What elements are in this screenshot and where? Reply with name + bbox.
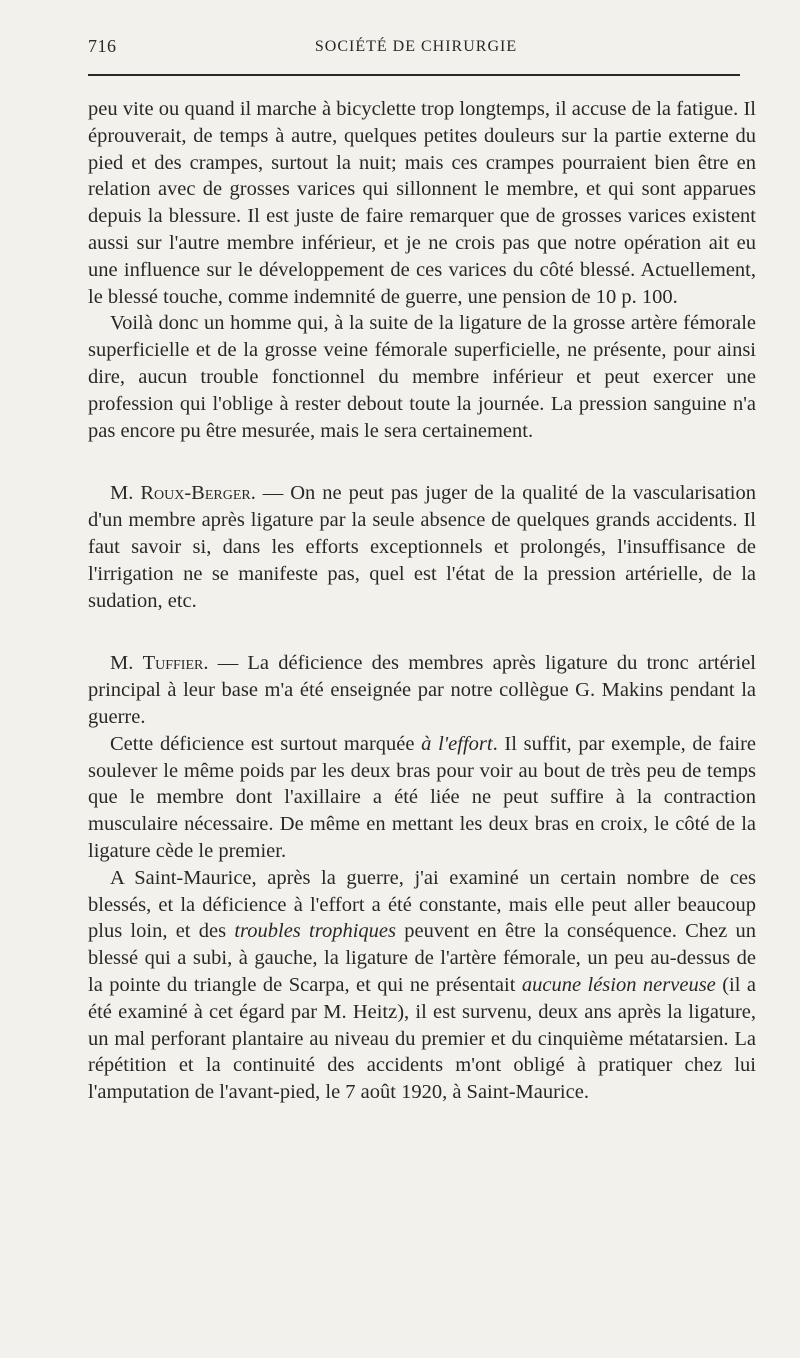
running-head: SOCIÉTÉ DE CHIRURGIE [314,38,518,55]
paragraph-roux-berger [88,480,756,614]
text-run: A Saint-Maurice, après la guerre, j'ai examiné un certain nombre de ces blessés, et la déficience à l'effort a été constante, mais elle peut aller beaucoup plus loin, et des [88,866,756,943]
italic-run: aucune lésion nerveuse [521,973,716,996]
header-rule [88,74,740,76]
speaker-prefix: M. [110,652,143,675]
paragraph-1: peu vite ou quand il marche à bicyclette trop longtemps, il accuse de la fatigue. Il éprouverait, de temps à autre, quelques petites douleurs sur la partie externe du pied et des crampes, surtout la nuit; mais ces crampes pourraient bien être en relation avec de grosses varices qui sillonnent le membre, et qui sont apparues depuis la blessure. Il est juste de faire remarquer que de grosses varices existent aussi sur l'autre membre inférieur, et je ne crois pas que notre opération ait eu une influence sur le développement de ces varices du côté blessé. Actuellement, le blessé touche, comme indemnité de guerre, une pension de 10 p. 100. [88,98,756,308]
italic-run: à l'effort [421,732,493,755]
paragraph-tuffier [88,650,756,730]
body-text [88,96,756,1106]
text-run: peuvent en être la conséquence. Chez un blessé qui a subi, à gauche, la ligature de l'artère fémorale, un peu au-dessus de la pointe du triangle de Scarpa, et qui ne présentait [88,920,757,996]
italic-run: troubles trophiques [234,920,396,943]
speech-text: . — La déficience des membres après ligature du tronc artériel principal à leur base m'a été enseignée par notre collègue G. Makins pendant la guerre. [88,652,756,728]
speaker-name: Tuffier [142,652,204,675]
paragraph-2: Voilà donc un homme qui, à la suite de la ligature de la grosse artère fémorale superficielle et de la grosse veine fémorale superficielle, ne présente, pour ainsi dire, aucun trouble fonctionnel du membre inférieur et peut exercer une profession qui l'oblige à rester debout toute la journée. La pression sanguine n'a pas encore pu être mesurée, mais le sera certainement. [88,312,756,442]
speech-text: . — On ne peut pas juger de la qualité de la vascularisation d'un membre après ligature par la seule absence de quelques grands accidents. Il faut savoir si, dans les efforts exceptionnels et prolongés, l'insuffisance de l'irrigation ne se manifeste pas, quel est l'état de la pression artérielle, de la sudation, etc. [88,482,756,612]
text-run: (il a été examiné à cet égard par M. Heitz), il est survenu, deux ans après la ligature, un mal perforant plantaire au niveau du premier et du cinquième métatarsien. La répétition et la continuité des accidents m'ont obligé à pratiquer chez lui l'amputation de l'avant-pied, le 7 août 1920, à Saint-Maurice. [88,973,756,1104]
paragraph-6 [88,865,756,1106]
text-run: . Il suffit, par exemple, de faire soulever le même poids par les deux bras pour voir au bout de très peu de temps que le membre dont l'axillaire a été liée ne peut suffire à la contraction musculaire nécessaire. De même en mettant les deux bras en croix, le côté de la ligature cède le premier. [88,732,757,862]
page-number: 716 [88,36,117,56]
paragraph-5 [88,731,756,865]
speaker-name: Roux-Berger [140,482,251,505]
page-header [88,36,744,60]
speaker-prefix: M. [110,482,141,505]
text-run: Cette déficience est surtout marquée [110,732,422,755]
